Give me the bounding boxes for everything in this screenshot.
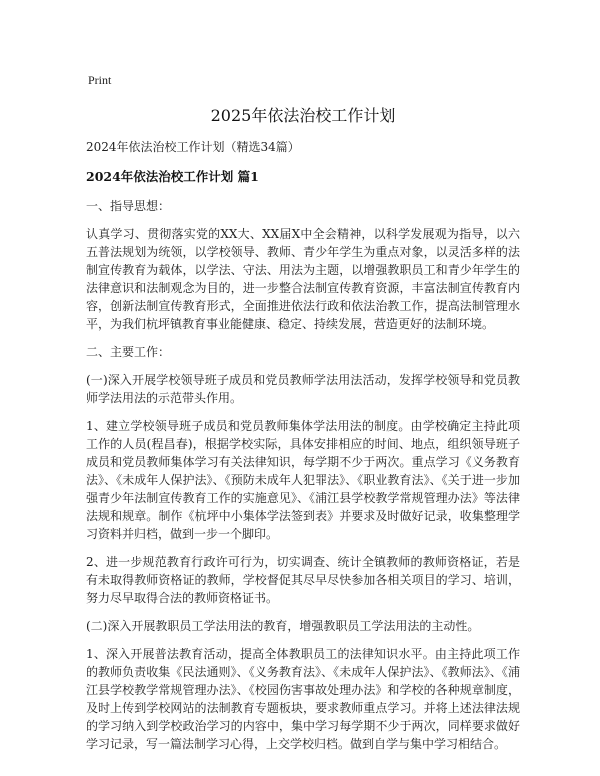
paragraph-item-1: 1、建立学校领导班子成员和党员教师集体学法用法的制度。由学校确定主持此项工作的人员(程昌春)，根据学校实际，具体安排相应的时间、地点，组织领导班子成员和党员教师集体学习有关法律知识，每学期不少于两次。重点学习《义务教育法》、《未成年人保护法》、《预防未成年人犯罪法》、《职业教育法》、《关于进一步加强青少年法制宣传教育工作的实施意见》、《浦江县学校教学常规管理办法》等法律法规和规章。制作《杭坪中小集体学法签到表》并要求及时做好记录，收集整理学习资料并归档，做到一步一个脚印。	[86, 419, 520, 541]
paragraph-main-work-heading: 二、主要工作：	[86, 345, 171, 359]
paragraph-item-2-1: 1、深入开展普法教育活动，提高全体教职员工的法律知识水平。由主持此项工作的教师负责收集《民法通则》、《义务教育法》、《未成年人保护法》、《教师法》、《浦江县学校教学常规管理办法》、《校园伤害事故处理办法》和学校的各种规章制度，及时上传到学校网站的法制教育专题板块，要求教师重点学习。并将上述法律法规的学习纳入到学校政治学习的内容中，集中学习每学期不少于两次，同样要求做好学习记录，写一篇法制学习心得，上交学校归档。做到自学与集中学习相结合。	[86, 647, 520, 751]
document-subtitle: 2024年依法治校工作计划（精选34篇）	[86, 140, 300, 154]
paragraph-section-one: (一)深入开展学校领导班子成员和党员教师学法用法活动，发挥学校领导和党员教师学法用法的示范带头作用。	[86, 373, 520, 405]
paragraph-guiding-ideology: 认真学习、贯彻落实党的XX大、XX届X中全会精神，以科学发展观为指导，以六五普法规划为统领，以学校领导、教师、青少年学生为重点对象，以灵活多样的法制宣传教育为载体，以学法、守法、用法为主题，以增强教职员工和青少年学生的法律意识和法制观念为目的，进一步整合法制宣传教育资源，丰富法制宣传教育内容，创新法制宣传教育形式，全面推进依法行政和依法治教工作，提高法制管理水平，为我们杭坪镇教育事业能健康、稳定、持续发展，营造更好的法制环境。	[86, 227, 520, 331]
paragraph-guiding-ideology-heading: 一、指导思想：	[86, 199, 171, 213]
document-title: 2025年依法治校工作计划	[210, 106, 396, 125]
print-link[interactable]: Print	[88, 73, 112, 87]
section-heading: 2024年依法治校工作计划 篇1	[86, 169, 259, 184]
paragraph-item-2: 2、进一步规范教育行政许可行为，切实调查、统计全镇教师的教师资格证，若是有未取得教师资格证的教师，学校督促其尽早尽快参加各相关项目的学习、培训，努力尽早取得合法的教师资格证书。	[86, 555, 520, 605]
paragraph-section-two: (二)深入开展教职员工学法用法的教育，增强教职员工学法用法的主动性。	[86, 619, 480, 633]
